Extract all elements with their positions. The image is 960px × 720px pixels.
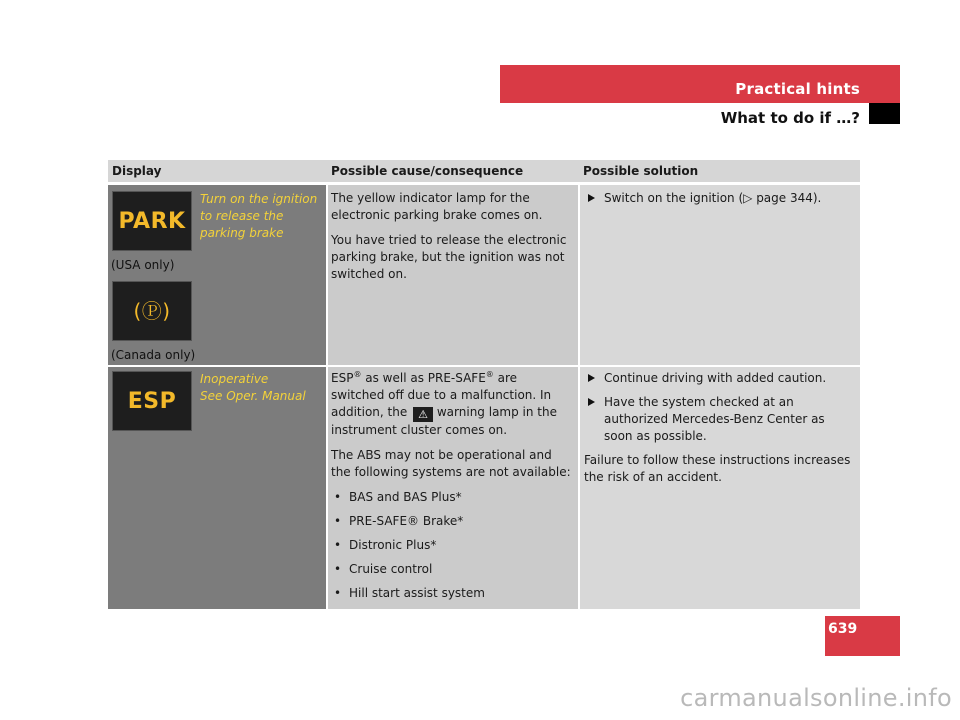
cause-cell (327, 366, 579, 609)
list-item: • BAS and BAS Plus* (331, 489, 574, 506)
parking-brake-lamp (112, 281, 192, 341)
watermark: carmanualsonline.info (680, 684, 952, 712)
solution-step: Continue driving with added caution. (584, 370, 854, 387)
list-item: • Cruise control (331, 561, 574, 578)
cause-text: The yellow indicator lamp for the electronic parking brake comes on. (331, 191, 543, 222)
list-item: • PRE-SAFE® Brake* (331, 513, 574, 530)
page-subtitle: What to do if …? (720, 109, 860, 127)
cause-text: The ABS may not be operational and the following systems are not available: (331, 448, 571, 479)
region-note-canada: (Canada only) (111, 348, 196, 362)
esp-lamp-label: ESP (127, 388, 177, 414)
display-messages-table (108, 160, 860, 609)
thumb-tab (869, 103, 900, 124)
cause-cell (327, 184, 579, 367)
solution-step: Switch on the ignition (▷ page 344). (584, 190, 854, 207)
page-ref-arrow-icon: ▷ (743, 191, 753, 205)
section-title: Practical hints (735, 80, 860, 98)
display-message: Turn on the ignition to release the parking brake (200, 192, 318, 240)
region-note-usa: (USA only) (111, 258, 175, 272)
warning-note: Failure to follow these instructions increases the risk of an accident. (584, 453, 851, 484)
table-row (108, 366, 860, 609)
park-indicator-lamp (112, 191, 192, 251)
parking-brake-icon: (Ⓟ) (133, 298, 171, 323)
column-header-cause: Possible cause/consequence (327, 160, 579, 184)
unavailable-systems-list (331, 489, 574, 602)
cause-text: ESP® as well as PRE-SAFE® are switched off due to a malfunction. In addition, the ⚠ warning lamp in the instrument cluster comes on. (331, 370, 557, 437)
display-cell (108, 184, 327, 367)
column-header-solution: Possible solution (579, 160, 860, 184)
page-number: 639 (828, 621, 858, 637)
list-item: • Hill start assist system (331, 585, 574, 602)
list-item: • Distronic Plus* (331, 537, 574, 554)
display-message: Inoperative See Oper. Manual (200, 372, 306, 403)
solution-step: Have the system checked at an authorized Mercedes-Benz Center as soon as possible. (584, 394, 854, 445)
column-header-display: Display (108, 160, 327, 184)
table-row (108, 184, 860, 367)
cause-text: You have tried to release the electronic parking brake, but the ignition was not switched on. (331, 233, 567, 281)
table-header-row (108, 160, 860, 184)
solution-cell (579, 366, 860, 609)
esp-indicator-lamp (112, 371, 192, 431)
warning-lamp-icon: ⚠ (413, 407, 433, 422)
park-lamp-label: PARK (118, 208, 186, 234)
display-cell (108, 366, 327, 609)
solution-cell (579, 184, 860, 367)
